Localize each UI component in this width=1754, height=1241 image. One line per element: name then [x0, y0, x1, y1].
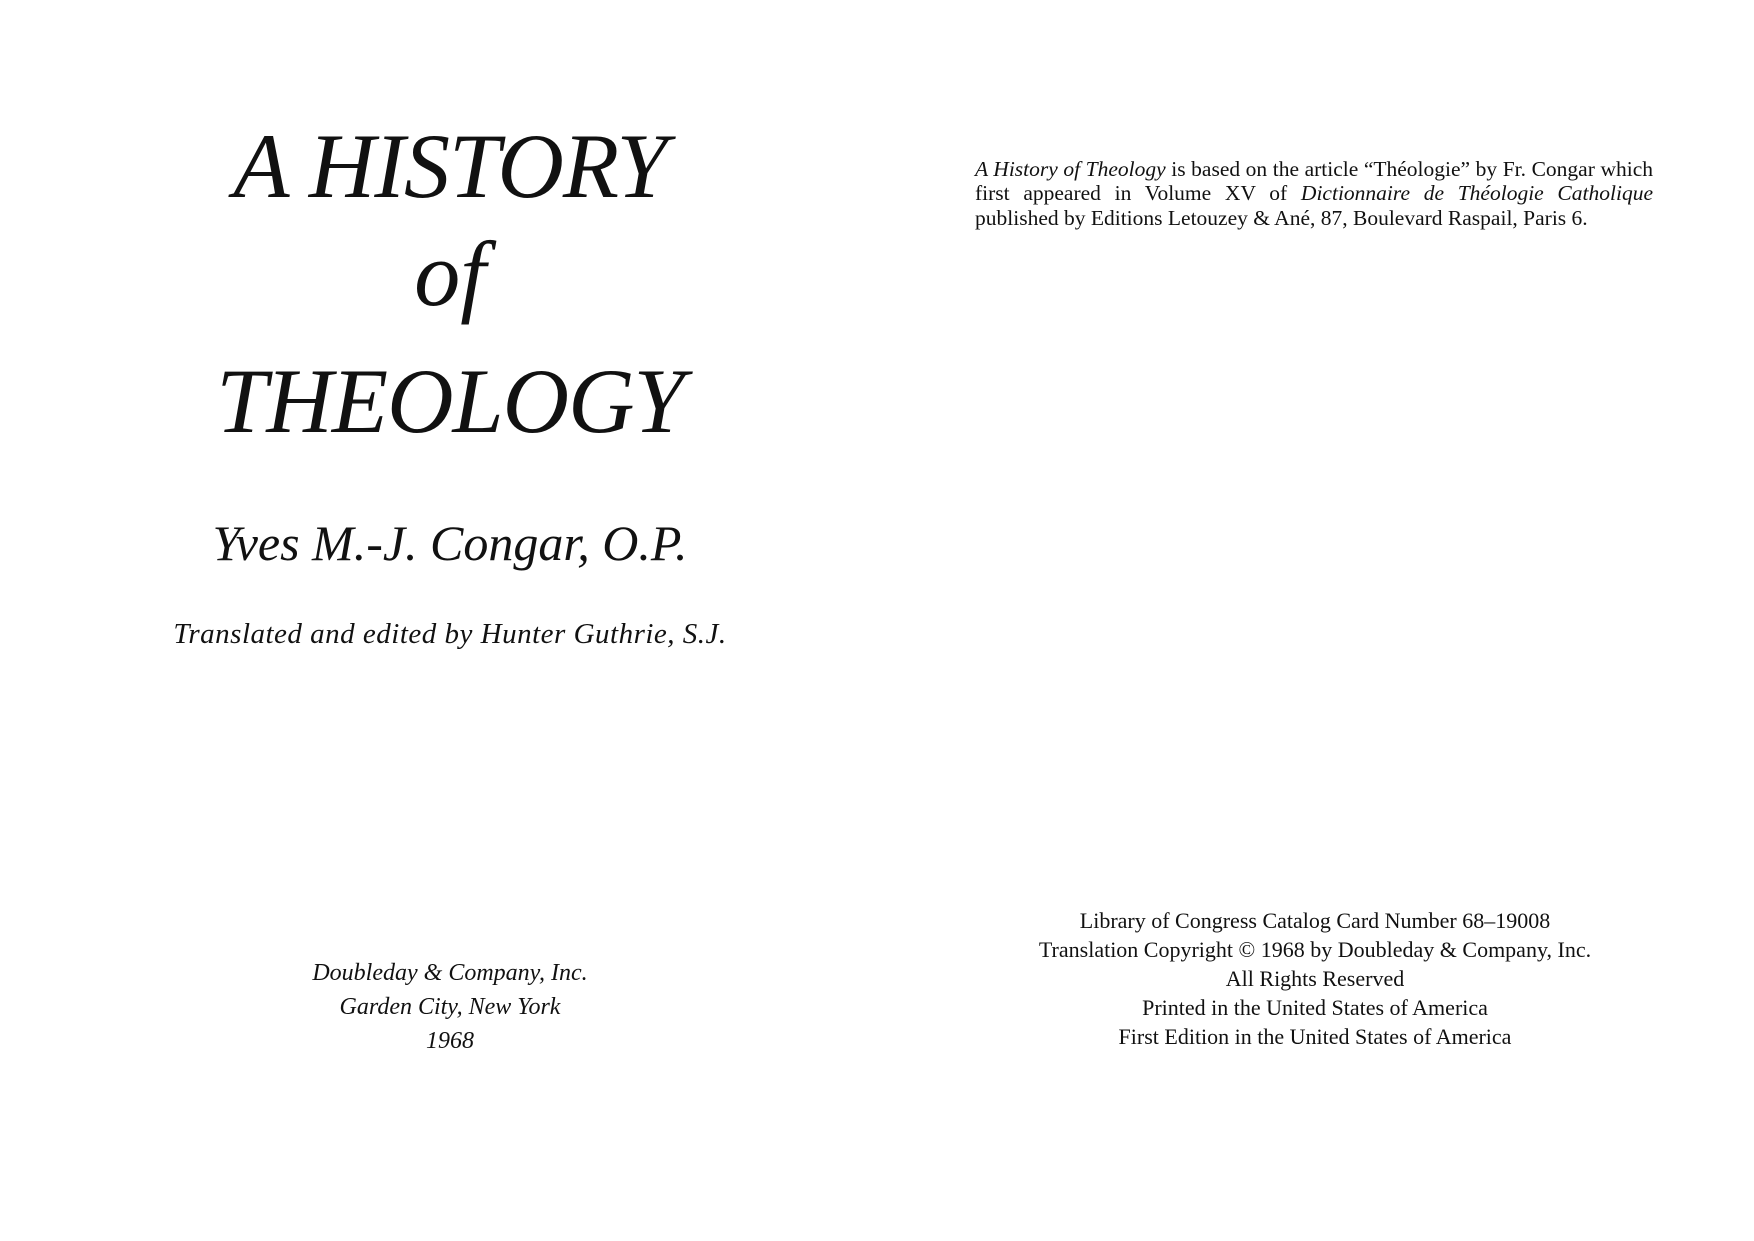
book-title-italic: A History of Theology	[975, 156, 1166, 181]
publisher-imprint	[0, 956, 900, 1058]
source-note-text-2: published by Editions Letouzey & Ané, 87, Boulevard Raspail, Paris 6.	[975, 205, 1588, 230]
author-name: Yves M.-J. Congar, O.P.	[212, 515, 688, 571]
dictionary-title-italic: Dictionnaire de Théologie Catholique	[1300, 181, 1653, 205]
source-note-paragraph	[975, 157, 1653, 231]
first-edition: First Edition in the United States of America	[1118, 1024, 1512, 1049]
printed-in: Printed in the United States of America	[1142, 995, 1488, 1020]
title-line-a-history: A HISTORY	[233, 115, 667, 217]
publisher-name: Doubleday & Company, Inc.	[312, 960, 588, 986]
source-note-text-1: is based on the article “Théologie” by Fr. Congar which first appeared in Volume XV of	[975, 156, 1653, 205]
copyright-notice	[950, 906, 1680, 1051]
copyright-page	[900, 0, 1754, 1241]
publication-year: 1968	[426, 1028, 474, 1054]
catalog-card-number: Library of Congress Catalog Card Number 68–19008	[1079, 908, 1551, 933]
title-line-theology: THEOLOGY	[216, 350, 684, 452]
rights-reserved: All Rights Reserved	[1225, 966, 1405, 991]
title-line-of: of	[414, 223, 486, 325]
publisher-city: Garden City, New York	[339, 994, 561, 1020]
translation-copyright: Translation Copyright © 1968 by Doubleday & Company, Inc.	[1038, 937, 1592, 962]
translator-credit: Translated and edited by Hunter Guthrie, S.J.	[173, 618, 727, 650]
